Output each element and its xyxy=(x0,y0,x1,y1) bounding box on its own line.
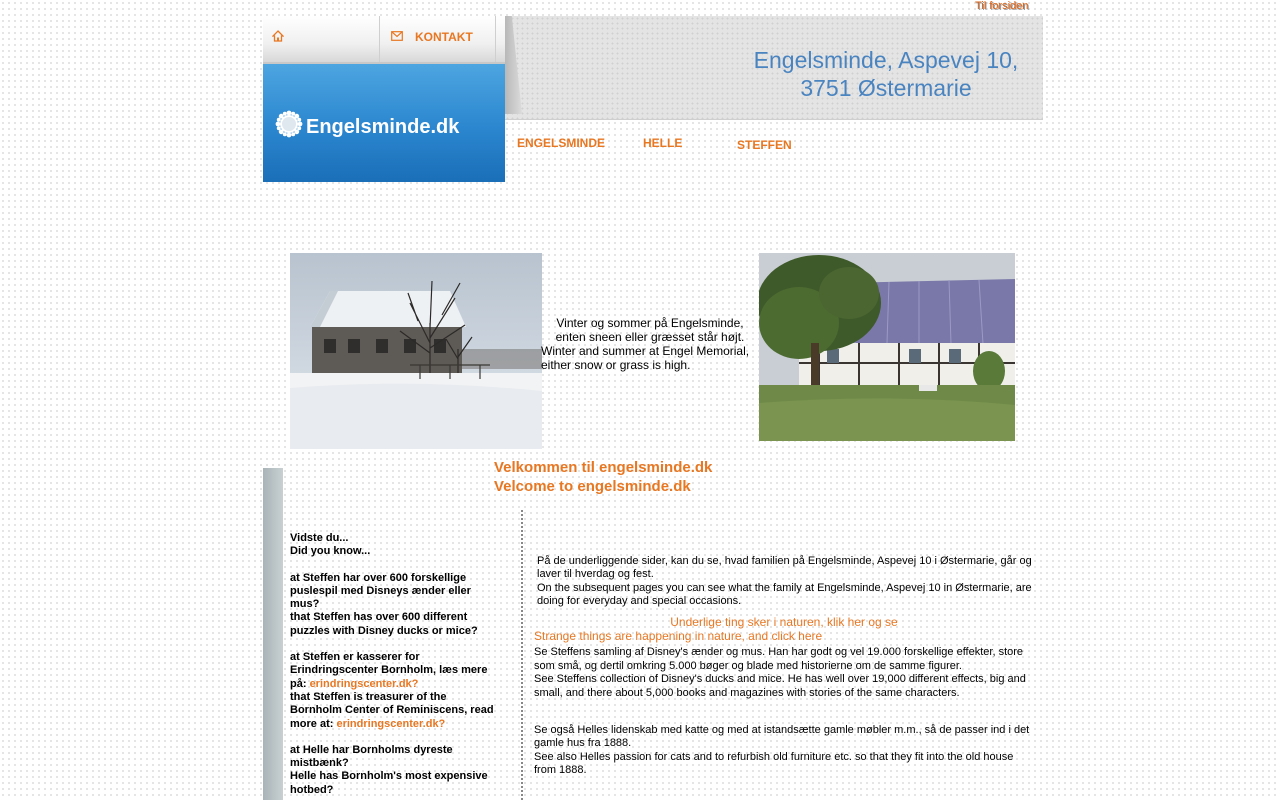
steffen-text-da: Se Steffens samling af Disney's ænder og mus. Han har godt og vel 19.000 forskellige effekter, store som små, og dertil omkring 5.000 bøger og blade med historierne om de samme figurer. xyxy=(534,646,1024,672)
helle-text-da: Se også Helles lidenskab med katte og med at istandsætte gamle møbler m.m., så de passer ind i det gamle hus fra 1888. xyxy=(534,724,1030,750)
nature-link-en[interactable]: Strange things are happening in nature, and click here xyxy=(534,629,823,644)
page-title-line1: Engelsminde, Aspevej 10, xyxy=(753,47,1019,73)
summer-house-photo xyxy=(759,253,1015,441)
caption-line: Winter and summer at Engel Memorial, xyxy=(541,344,750,358)
menu-item-engelsminde[interactable]: ENGELSMINDE xyxy=(517,136,606,150)
page-title-line2: 3751 Østermarie xyxy=(800,75,972,101)
fact-text: Helle has Bornholm's most expensive hotbed? xyxy=(290,770,488,796)
side-decoration-strip xyxy=(263,468,283,800)
site-name[interactable]: Engelsminde.dk xyxy=(306,116,460,138)
did-you-know-column xyxy=(290,532,498,797)
helle-text-en: See also Helles passion for cats and to refurbish old furniture etc. so that they fit into the old house from 1888. xyxy=(534,750,1014,777)
fact-text xyxy=(290,691,498,731)
caption-line: enten sneen eller græsset står højt. xyxy=(555,330,745,344)
erindringscenter-link[interactable]: erindringscenter.dk? xyxy=(336,717,446,730)
steffen-text-en: See Steffens collection of Disney's ducks and mice. He has well over 19,000 different effects, big and small, and there about 5,000 books and magazines with stories of the same characters. xyxy=(534,673,1026,699)
fact-text xyxy=(290,651,498,691)
caption-line: Vinter og sommer på Engelsminde, xyxy=(556,316,744,330)
welcome-heading-en: Velcome to engelsminde.dk xyxy=(494,478,691,495)
erindringscenter-link[interactable]: erindringscenter.dk? xyxy=(309,677,419,690)
menu-item-helle[interactable]: HELLE xyxy=(643,136,683,150)
winter-house-photo xyxy=(290,253,542,449)
did-you-know-title: Vidste du... xyxy=(290,532,349,544)
caption-line: either snow or grass is high. xyxy=(541,358,691,372)
welcome-heading-da: Velkommen til engelsminde.dk xyxy=(494,459,713,476)
fact-text: at Helle har Bornholms dyreste mistbænk? xyxy=(290,743,453,770)
intro-text-en: On the subsequent pages you can see what the family at Engelsminde, Aspevej 10 in Østermarie, are doing for everyday and special occasions. xyxy=(537,581,1032,608)
fact-text-prefix: at Steffen er kasserer for Erindringscenter Bornholm, læs mere på: xyxy=(290,651,488,690)
did-you-know-title: Did you know... xyxy=(290,545,371,558)
menu-item-steffen[interactable]: STEFFEN xyxy=(737,138,792,152)
nature-link-da[interactable]: Underlige ting sker i naturen, klik her og se xyxy=(670,614,898,629)
sun-icon xyxy=(275,110,303,138)
intro-text-da: På de underliggende sider, kan du se, hvad familien på Engelsminde, Aspevej 10 i Østermarie, går og laver til hverdag og fest. xyxy=(537,555,1032,581)
contact-label[interactable]: KONTAKT xyxy=(415,30,473,44)
fact-text-prefix: that Steffen is treasurer of the Bornholm Center of Reminiscens, read more at: xyxy=(290,690,494,730)
main-content xyxy=(534,555,1034,778)
fact-text: that Steffen has over 600 different puzzles with Disney ducks or mice? xyxy=(290,611,478,637)
home-icon[interactable] xyxy=(272,30,284,44)
mail-icon[interactable] xyxy=(391,31,405,43)
to-frontpage-link[interactable]: Til forsiden xyxy=(975,0,1029,12)
photo-caption xyxy=(541,316,759,372)
fact-text: at Steffen har over 600 forskellige puslespil med Disneys ænder eller mus? xyxy=(290,571,471,611)
column-divider xyxy=(521,510,523,800)
